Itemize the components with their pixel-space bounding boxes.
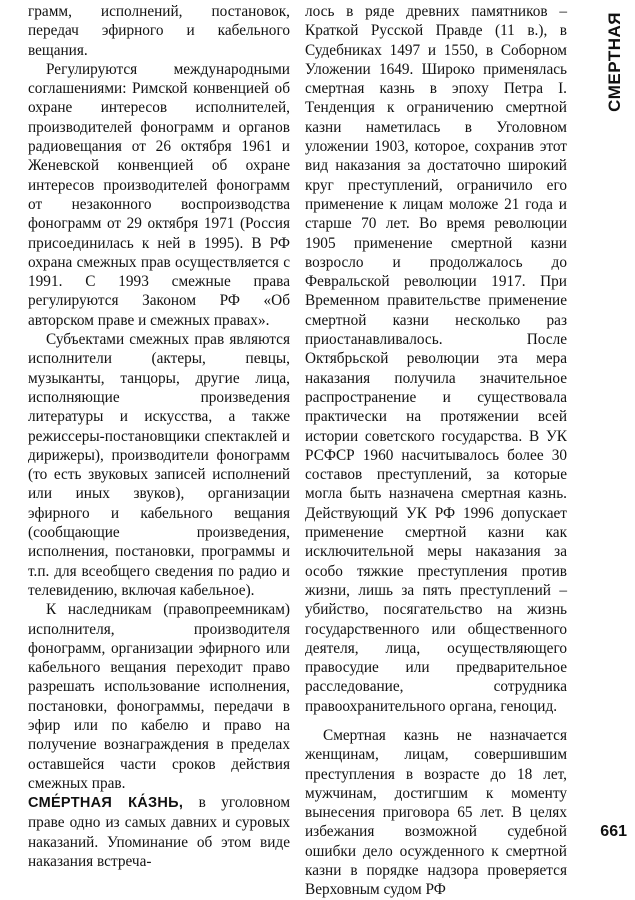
entry-definition: в уголовном праве одно из самых давних и суровых наказаний. Упоминание об этом виде наказания встреча- [28, 794, 290, 871]
section-tab: СМЕРТНАЯ [605, 12, 624, 112]
entry-headword: СМЕ́РТНАЯ КА́ЗНЬ, [28, 795, 184, 812]
entry-death-penalty [28, 793, 290, 871]
paragraph-regulation: Регулируются международными соглашениями: Римской конвенцией об охране интересов исполнителей, производителей фонограмм и органов радиовещания от 26 октября 1961 и Женевской конвенцией об охране интересов производителей фонограмм от незаконного воспроизводства фонограмм от 29 октября 1971 (Россия присоединилась к ней в 1995). В РФ охрана смежных прав осуществляется с 1991. С 1993 смежные права регулируются Законом РФ «Об авторском праве и смежных правах». [28, 60, 290, 329]
paragraph-subjects: Субъектами смежных прав являются исполнители (актеры, певцы, музыканты, танцоры, другие лица, исполняющие произведения литературы и искусства, а также режиссеры-постановщики спектаклей и дирижеры), производители фонограмм (то есть звуковых записей исполнений или иных звуков), организации эфирного и кабельного вещания (сообщающие произведения, исполнения, постановки, программы и т.п. для всеобщего сведения по радио и телевидению, включая кабельное). [28, 331, 290, 599]
page-number: 661 [600, 823, 627, 840]
paragraph-continuation: грамм, исполнений, постановок, передач эфирного и кабельного вещания. [28, 3, 290, 59]
left-column [28, 2, 290, 871]
right-column [305, 2, 567, 900]
paragraph-exemptions: Смертная казнь не назначается женщинам, лицам, совершившим преступления в возрасте до 18 лет, мужчинам, достигшим к моменту вынесения приговора 65 лет. В целях избежания возможной судебной ошибки дело осужденного к смертной казни в порядке надзора проверяется Верховным судом РФ [305, 726, 567, 899]
paragraph-heirs: К наследникам (правопреемникам) исполнителя, производителя фонограмм, организации эфирного или кабельного вещания переходит право разрешать использование исполнения, постановки, фонограммы, передачи в эфир или по кабелю и право на получение вознаграждения в пределах оставшейся части сроков действия смежных прав. [28, 601, 290, 792]
paragraph-history: лось в ряде древних памятников – Краткой Русской Правде (11 в.), в Судебниках 1497 и 1550, в Соборном Уложении 1649. Широко применялась смертная казнь в эпоху Петра I. Тенденция к ограничению смертной казни наметилась в Уголовном уложении 1903, которое, сохранив этот вид наказания за достаточно широкий круг преступлений, ограничило его применение к лицам моложе 21 года и старше 70 лет. Во время революции 1905 применение смертной казни возросло и продолжалось до Февральской революции 1917. При Временном правительстве применение смертной казни несколько раз приостанавливалось. После Октябрьской революции эта мера наказания получила значительное распространение и существовала практически на протяжении всей истории советского государства. В УК РСФСР 1960 насчитывалось более 30 составов преступлений, за которые могла быть назначена смертная казнь. Действующий УК РФ 1996 допускает применение смертной казни как исключительной меры наказания за особо тяжкие преступления против жизни, лишь за пять преступлений – убийство, посягательство на жизнь государственного или общественного деятеля, лица, осуществляющего правосудие или предварительное расследование, сотрудника правоохранительного органа, геноцид. [305, 3, 567, 715]
